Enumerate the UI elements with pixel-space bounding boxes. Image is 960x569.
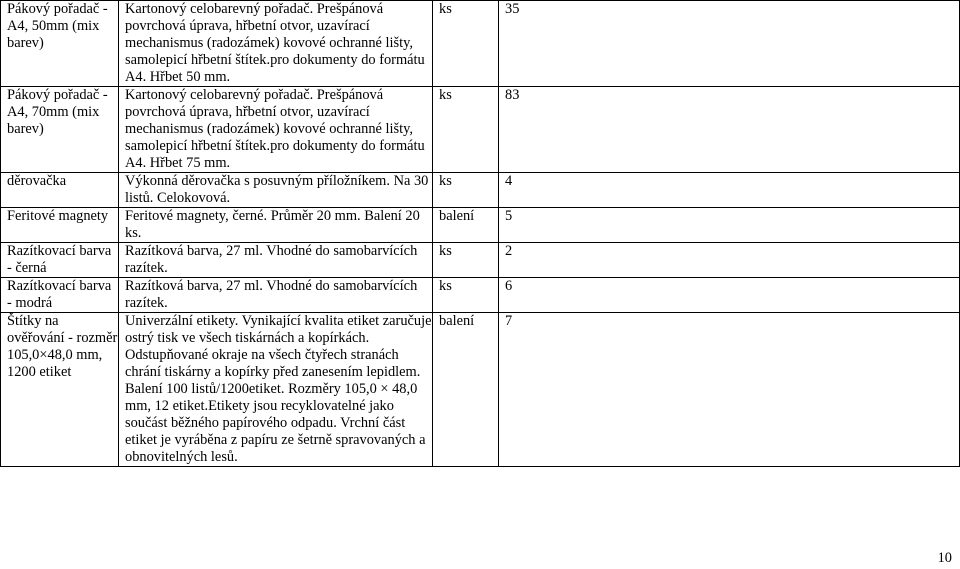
item-unit: ks [433, 278, 499, 313]
item-quantity: 7 [499, 313, 960, 467]
item-description: Razítková barva, 27 ml. Vhodné do samobarvících razítek. [119, 243, 433, 278]
table-row [1, 87, 960, 173]
item-unit: ks [433, 87, 499, 173]
item-unit: ks [433, 173, 499, 208]
item-quantity: 4 [499, 173, 960, 208]
item-unit: ks [433, 243, 499, 278]
item-quantity: 6 [499, 278, 960, 313]
page-number: 10 [937, 550, 952, 566]
table-row [1, 208, 960, 243]
item-unit: balení [433, 313, 499, 467]
item-name: děrovačka [1, 173, 119, 208]
item-description: Razítková barva, 27 ml. Vhodné do samobarvících razítek. [119, 278, 433, 313]
table-row [1, 278, 960, 313]
item-description: Výkonná děrovačka s posuvným příložníkem. Na 30 listů. Celokovová. [119, 173, 433, 208]
item-quantity: 83 [499, 87, 960, 173]
item-name: Razítkovací barva - černá [1, 243, 119, 278]
table-row [1, 243, 960, 278]
table-row [1, 1, 960, 87]
item-name: Feritové magnety [1, 208, 119, 243]
item-name: Razítkovací barva - modrá [1, 278, 119, 313]
item-name: Pákový pořadač - A4, 50mm (mix barev) [1, 1, 119, 87]
item-quantity: 2 [499, 243, 960, 278]
item-description: Feritové magnety, černé. Průměr 20 mm. Balení 20 ks. [119, 208, 433, 243]
item-quantity: 35 [499, 1, 960, 87]
item-description: Kartonový celobarevný pořadač. Prešpánová povrchová úprava, hřbetní otvor, uzavírací mechanismus (radozámek) kovové ochranné lišty, samolepicí hřbetní štítek.pro dokumenty do formátu A4. Hřbet 50 mm. [119, 1, 433, 87]
item-name: Štítky na ověřování - rozměr 105,0×48,0 mm, 1200 etiket [1, 313, 119, 467]
table-row [1, 313, 960, 467]
item-description: Univerzální etikety. Vynikající kvalita etiket zaručuje ostrý tisk ve všech tiskárnách a kopírkách. Odstupňované okraje na všech čtyřech stranách chrání tiskárny a kopírky před zanesením lepidlem. Balení 100 listů/1200etiket. Rozměry 105,0 × 48,0 mm, 12 etiket.Etikety jsou recyklovatelné jako součást běžného papírového odpadu. Vrchní část etiket je vyráběna z papíru ze šetrně spravovaných a obnovitelných lesů. [119, 313, 433, 467]
table-row [1, 173, 960, 208]
item-unit: balení [433, 208, 499, 243]
item-description: Kartonový celobarevný pořadač. Prešpánová povrchová úprava, hřbetní otvor, uzavírací mechanismus (radozámek) kovové ochranné lišty, samolepicí hřbetní štítek.pro dokumenty do formátu A4. Hřbet 75 mm. [119, 87, 433, 173]
item-name: Pákový pořadač - A4, 70mm (mix barev) [1, 87, 119, 173]
item-quantity: 5 [499, 208, 960, 243]
item-unit: ks [433, 1, 499, 87]
